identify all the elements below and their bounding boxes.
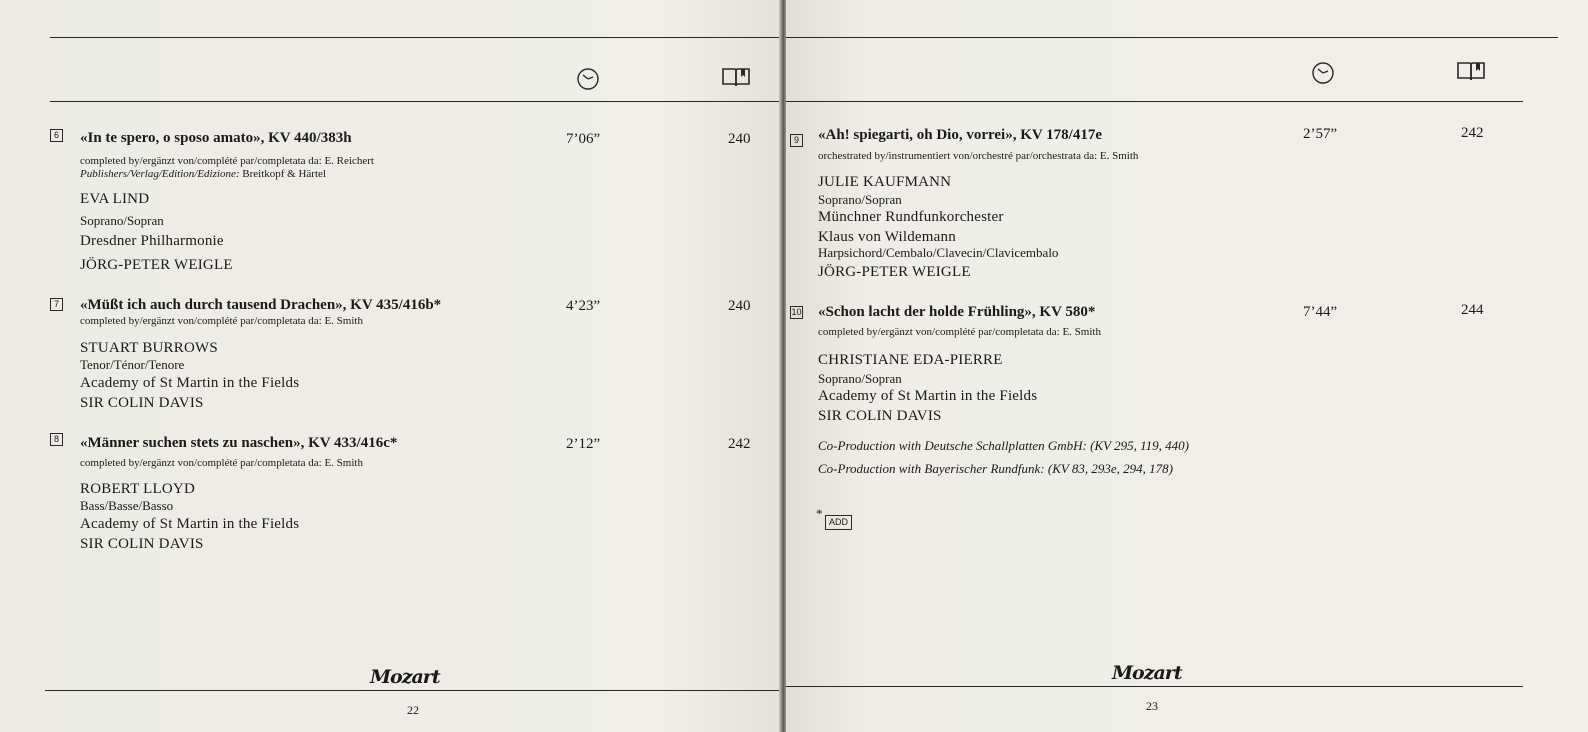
conductor-name: SIR COLIN DAVIS	[80, 395, 204, 411]
track-duration: 7’44”	[1303, 304, 1338, 320]
track-number: 7	[50, 298, 63, 311]
add-code-badge: ADD	[825, 515, 852, 530]
soloist-name: JULIE KAUFMANN	[818, 174, 952, 190]
header-rule	[786, 101, 1523, 102]
orchestra-name: Dresdner Philharmonie	[80, 233, 224, 249]
book-icon	[1456, 60, 1486, 82]
track-duration: 2’57”	[1303, 126, 1338, 142]
page-number: 23	[1146, 699, 1158, 713]
right-page	[786, 0, 1588, 732]
track-title: «Ah! spiegarti, oh Dio, vorrei», KV 178/417e	[818, 127, 1103, 143]
mozart-signature: Mozart	[370, 666, 440, 688]
coproduction-note: Co-Production with Deutsche Schallplatten GmbH: (KV 295, 119, 440)	[818, 438, 1189, 453]
soloist-role: Bass/Basse/Basso	[80, 498, 174, 513]
text-page-ref: 242	[728, 436, 751, 452]
conductor-name: SIR COLIN DAVIS	[80, 536, 204, 552]
orchestration-note: orchestrated by/instrumentiert von/orchestré par/orchestrata da: E. Smith	[818, 150, 1139, 162]
soloist-role: Tenor/Ténor/Tenore	[80, 357, 185, 372]
soloist-name: EVA LIND	[80, 191, 150, 207]
conductor-name: SIR COLIN DAVIS	[818, 408, 942, 424]
clock-icon	[576, 67, 600, 91]
footer-rule	[45, 690, 782, 691]
track-number: 9	[790, 134, 803, 147]
harpsichordist-role: Harpsichord/Cembalo/Clavecin/Clavicembalo	[818, 245, 1059, 260]
soloist-role: Soprano/Sopran	[818, 371, 902, 386]
footer-rule	[786, 686, 1523, 687]
soloist-name: STUART BURROWS	[80, 340, 218, 356]
header-rule	[50, 101, 782, 102]
page-number: 22	[407, 703, 419, 717]
publisher-label: Publishers/Verlag/Edition/Edizione:	[80, 168, 240, 180]
mozart-signature: Mozart	[1112, 662, 1182, 684]
conductor-name: JÖRG-PETER WEIGLE	[818, 264, 971, 280]
orchestra-name: Academy of St Martin in the Fields	[818, 388, 1038, 404]
completion-note: completed by/ergänzt von/complété par/completata da: E. Smith	[80, 457, 363, 469]
top-rule	[786, 37, 1558, 38]
track-title: «Müßt ich auch durch tausend Drachen», KV 435/416b*	[80, 297, 442, 313]
orchestra-name: Academy of St Martin in the Fields	[80, 375, 300, 391]
clock-icon	[1311, 61, 1335, 85]
footnote-asterisk: *	[816, 506, 823, 521]
publisher-line	[80, 168, 326, 180]
track-title: «In te spero, o sposo amato», KV 440/383h	[80, 130, 352, 146]
completion-note: completed by/ergänzt von/complété par/completata da: E. Smith	[80, 315, 363, 327]
track-number: 10	[791, 307, 802, 317]
completion-note: completed by/ergänzt von/complété par/completata da: E. Smith	[818, 326, 1101, 338]
text-page-ref: 244	[1461, 302, 1484, 318]
coproduction-note: Co-Production with Bayerischer Rundfunk: (KV 83, 293e, 294, 178)	[818, 461, 1173, 476]
orchestra-name: Academy of St Martin in the Fields	[80, 516, 300, 532]
text-page-ref: 242	[1461, 125, 1484, 141]
publisher-name: Breitkopf & Härtel	[242, 168, 326, 180]
book-icon	[721, 66, 751, 88]
track-duration: 4’23”	[566, 298, 601, 314]
soloist-role: Soprano/Sopran	[818, 192, 902, 207]
top-rule	[50, 37, 782, 38]
orchestra-name: Münchner Rundfunkorchester	[818, 209, 1004, 225]
soloist-role: Soprano/Sopran	[80, 213, 164, 228]
track-duration: 7’06”	[566, 131, 601, 147]
text-page-ref: 240	[728, 131, 751, 147]
conductor-name: JÖRG-PETER WEIGLE	[80, 257, 233, 273]
track-duration: 2’12”	[566, 436, 601, 452]
soloist-name: ROBERT LLOYD	[80, 481, 195, 497]
track-title: «Schon lacht der holde Frühling», KV 580*	[818, 304, 1096, 320]
text-page-ref: 240	[728, 298, 751, 314]
soloist-name: CHRISTIANE EDA-PIERRE	[818, 352, 1003, 368]
harpsichordist-name: Klaus von Wildemann	[818, 229, 956, 245]
track-title: «Männer suchen stets zu naschen», KV 433/416c*	[80, 435, 398, 451]
completion-note: completed by/ergänzt von/complété par/completata da: E. Reichert	[80, 155, 374, 167]
track-number: 6	[50, 129, 63, 142]
left-page	[0, 0, 782, 732]
track-number: 8	[50, 433, 63, 446]
